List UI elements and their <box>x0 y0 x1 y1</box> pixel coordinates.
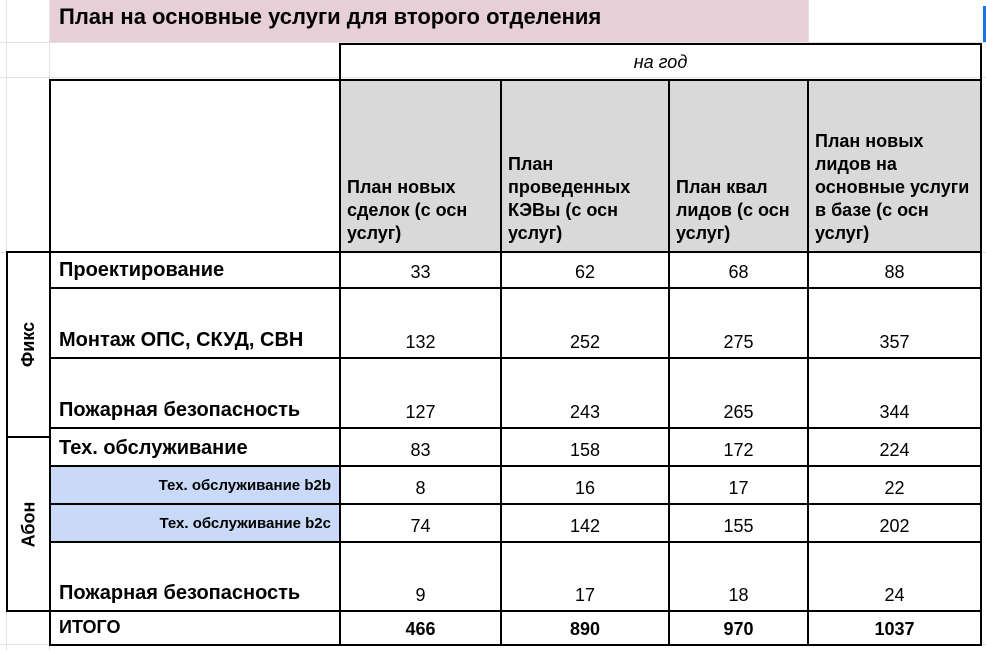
value-cell[interactable]: 127 <box>339 357 502 429</box>
value-cell[interactable]: 252 <box>500 287 670 359</box>
value-cell[interactable]: 17 <box>668 465 809 505</box>
row-label-design[interactable]: Проектирование <box>49 251 341 289</box>
value-cell[interactable]: 74 <box>339 503 502 543</box>
value-cell[interactable]: 68 <box>668 251 809 289</box>
header-empty-cell[interactable] <box>49 79 341 253</box>
value-cell[interactable]: 18 <box>668 541 809 612</box>
value-cell[interactable]: 16 <box>500 465 670 505</box>
value-cell[interactable]: 83 <box>339 427 502 467</box>
value-cell[interactable]: 158 <box>500 427 670 467</box>
row-label-fire-safety-abon[interactable]: Пожарная безопасность <box>49 541 341 612</box>
row-label-total[interactable]: ИТОГО <box>49 610 341 646</box>
value-cell[interactable]: 88 <box>807 251 982 289</box>
row-label-maintenance[interactable]: Тех. обслуживание <box>49 427 341 467</box>
value-cell[interactable]: 172 <box>668 427 809 467</box>
group-label-text: Абон <box>18 501 38 547</box>
value-cell[interactable]: 17 <box>500 541 670 612</box>
total-cell[interactable]: 970 <box>668 610 809 646</box>
column-header-label: План проведенных КЭВы (с осн услуг) <box>508 154 631 243</box>
value-cell[interactable]: 33 <box>339 251 502 289</box>
value-cell[interactable]: 132 <box>339 287 502 359</box>
row-label-installation[interactable]: Монтаж ОПС, СКУД, СВН <box>49 287 341 359</box>
value-cell[interactable]: 357 <box>807 287 982 359</box>
value-cell[interactable]: 265 <box>668 357 809 429</box>
period-header[interactable]: на год <box>339 43 982 81</box>
group-label-abon[interactable] <box>6 436 51 612</box>
row-label-fire-safety[interactable]: Пожарная безопасность <box>49 357 341 429</box>
column-header-label: План новых сделок (с осн услуг) <box>347 177 468 243</box>
row-label-maintenance-b2c[interactable]: Тех. обслуживание b2c <box>49 503 341 543</box>
value-cell[interactable]: 24 <box>807 541 982 612</box>
value-cell[interactable]: 243 <box>500 357 670 429</box>
value-cell[interactable]: 344 <box>807 357 982 429</box>
column-header-deals[interactable] <box>339 79 502 253</box>
column-header-label: План квал лидов (с осн услуг) <box>676 177 790 243</box>
value-cell[interactable]: 9 <box>339 541 502 612</box>
value-cell[interactable]: 155 <box>668 503 809 543</box>
value-cell[interactable]: 202 <box>807 503 982 543</box>
column-header-kev[interactable] <box>500 79 670 253</box>
value-cell[interactable]: 62 <box>500 251 670 289</box>
group-label-text: Фикс <box>18 321 38 368</box>
value-cell[interactable]: 8 <box>339 465 502 505</box>
value-cell[interactable]: 275 <box>668 287 809 359</box>
total-cell[interactable]: 466 <box>339 610 502 646</box>
value-cell[interactable]: 224 <box>807 427 982 467</box>
value-cell[interactable]: 142 <box>500 503 670 543</box>
group-label-fix[interactable] <box>6 251 51 438</box>
row-label-maintenance-b2b[interactable]: Тех. обслуживание b2b <box>49 465 341 505</box>
total-cell[interactable]: 1037 <box>807 610 982 646</box>
sheet-title[interactable]: План на основные услуги для второго отделения <box>50 0 808 42</box>
column-header-qual-leads[interactable] <box>668 79 809 253</box>
total-cell[interactable]: 890 <box>500 610 670 646</box>
value-cell[interactable]: 22 <box>807 465 982 505</box>
column-header-new-leads[interactable] <box>807 79 982 253</box>
column-header-label: План новых лидов на основные услуги в базе (с осн услуг) <box>815 131 970 243</box>
